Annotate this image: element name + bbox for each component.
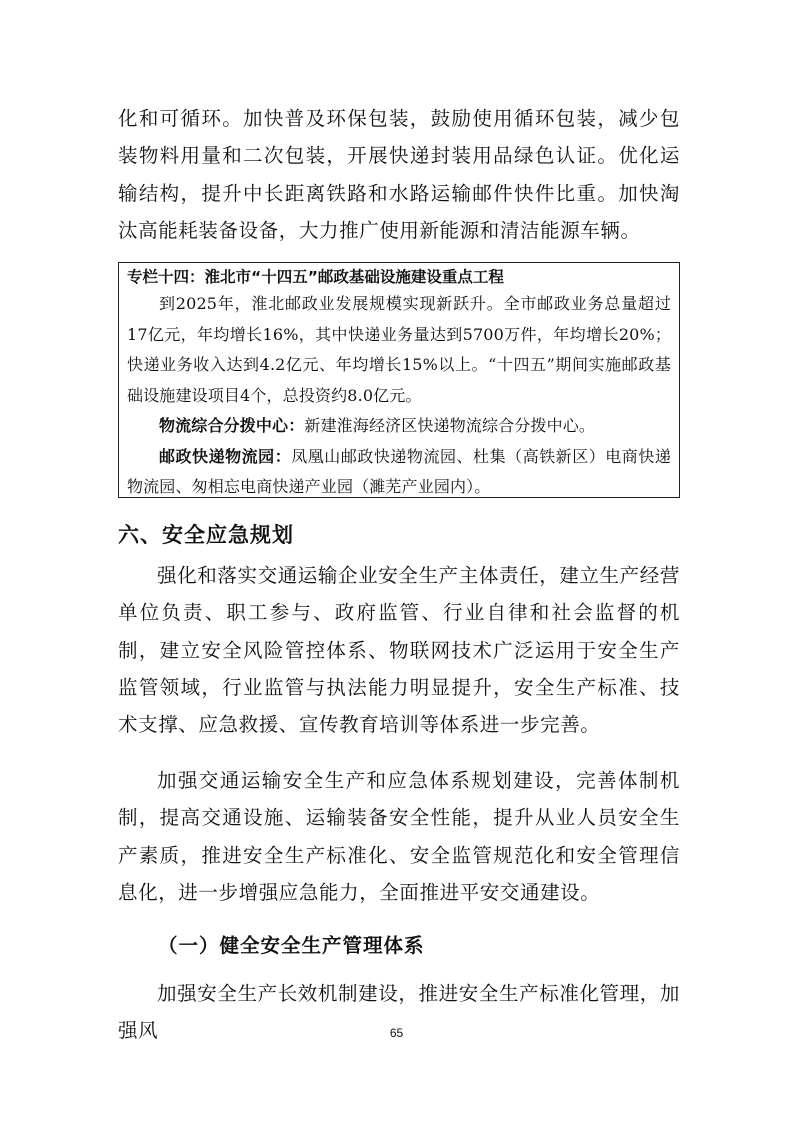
last-paragraph: 加强安全生产长效机制建设，推进安全生产标准化管理，加强风 [118,982,680,1043]
item-label: 物流综合分拨中心： [159,416,305,435]
safety-paragraph-1: 强化和落实交通运输企业安全生产主体责任，建立生产经营单位负责、职工参与、政府监管、行业自律和社会监督的机制，建立安全风险管控体系、物联网技术广泛运用于安全生产监管领域，行业监管与执法能力明显提升，安全生产标准、技术支撑、应急救援、宣传教育培训等体系进一步完善。 [118,564,680,737]
safety-paragraph-2: 加强交通运输安全生产和应急体系规划建设，完善体制机制，提高交通设施、运输装备安全性能，提升从业人员安全生产素质，推进安全生产标准化、安全监管规范化和安全管理信息化，进一步增强应急能力，全面推进平安交通建设。 [118,769,680,904]
item-text: 凤凰山邮政快递物流园、杜集（高铁新区）电商快递物流园、匆相忘电商快递产业园（濉芜产业园内）。 [127,446,672,496]
item-label: 邮政快递物流园： [159,446,292,466]
intro-paragraph: 化和可循环。加快普及环保包装，鼓励使用循环包装，减少包装物料用量和二次包装，开展快递封装用品绿色认证。优化运输结构，提升中长距离铁路和水路运输邮件快件比重。加快淘汰高能耗装备设备，大力推广使用新能源和清洁能源车辆。 [118,107,680,242]
item-text: 新建淮海经济区快递物流综合分拨中心。 [304,416,596,435]
section-heading: 六、安全应急规划 [118,523,294,547]
subsection-heading: （一）健全安全生产管理体系 [158,934,425,957]
feature-box [118,262,680,498]
feature-box-item-logistics-center [127,411,671,442]
feature-box-item-logistics-park [127,442,671,503]
page-number: 65 [389,1026,404,1040]
feature-box-body: 到2025年，淮北邮政业发展规模实现新跃升。全市邮政业务总量超过17亿元，年均增长16%，其中快递业务量达到5700万件，年均增长20%；快递业务收入达到4.2亿元、年均增长15%以上。“十四五”期间实施邮政基础设施建设项目4个，总投资约8.0亿元。 [127,294,671,405]
feature-box-title: 专栏十四：淮北市“十四五”邮政基础设施建设重点工程 [127,268,504,286]
